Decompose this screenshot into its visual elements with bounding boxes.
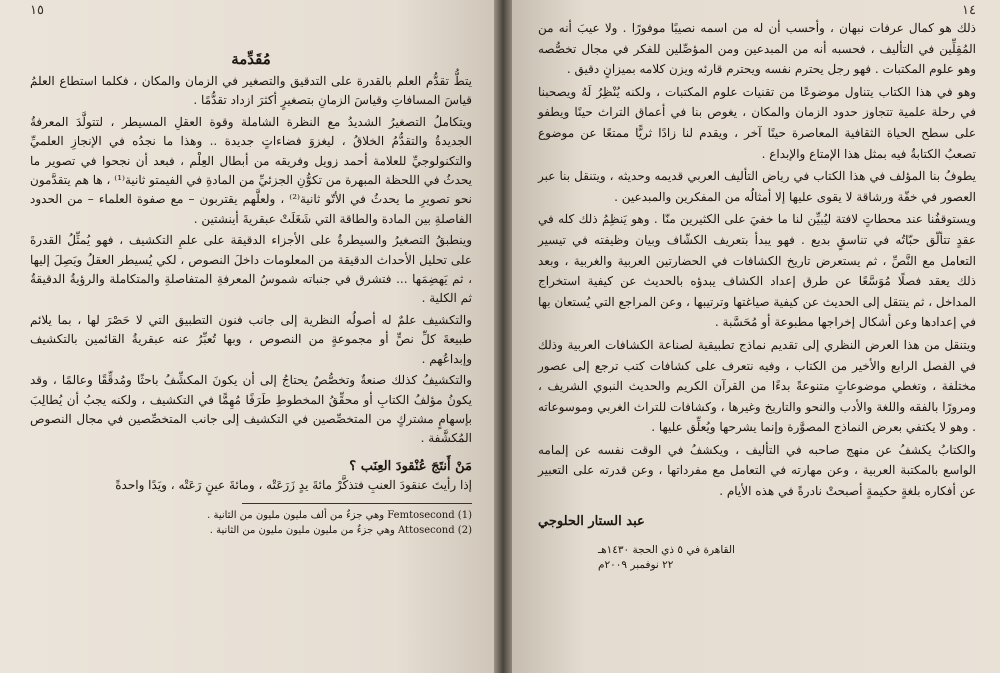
place-date-line: ٢٢ نوفمبر ٢٠٠٩م: [598, 558, 674, 571]
paragraph: يطوفُ بنا المؤلف في هذا الكتاب في رياض التأليف العربي قديمه وحديثه ، ويتنقل بنا عبر العصور في خفّة ورشاقة لا يقوى عليها إلا أمثالُه من المفكرين والمبدعين .: [538, 169, 976, 204]
place-date-line: القاهرة في ٥ ذي الحجة ١٤٣٠هـ: [598, 543, 735, 556]
place-and-date: [538, 543, 976, 573]
page-number: ١٥: [30, 3, 44, 18]
paragraph: والتكشيف علمٌ له أصولُه النظرية إلى جانب فنون التطبيق التي لا حَصْرَ لها ، بما يلائم طبيعةَ كلِّ نصٍّ أو مجموعةٍ من النصوص ، وبها تُعبِّرُ عنه عبقريةُ القائمين بالتكشيف وإبداعُهم .: [30, 312, 472, 366]
left-book-page: [0, 0, 494, 673]
closing-text: [30, 476, 472, 495]
paragraph: إذا رأيتَ عنقودَ العنبِ فتذكَّرْ مائةَ يدٍ زَرَعَتْه ، ومائةَ عينٍ رَعَتْه ، ويَدًا واحدةً: [115, 477, 472, 492]
page-number: ١٤: [962, 3, 976, 18]
introduction-body: [30, 72, 472, 449]
footnote: (1) Femtosecond وهي جزءٌ من ألف مليون مليون من الثانية .: [207, 510, 472, 522]
grape-cluster-subheading: مَنْ أَنتَجَ عُنْقودَ العِنَب ؟: [349, 458, 472, 474]
paragraph: يتطُّ تقدُّم العلم بالقدرة على التدقيق والتصغير في الزمان والمكان ، فكلما استطاع العلمُ قياسَ المسافاتِ وقياسَ الزمانِ بتصغيرٍ أكثرَ ازداد تقدُّمًا .: [30, 74, 472, 108]
paragraph: ويستوقفُنا عند محطاتٍ لافتة ليُبيِّن لنا ما خفيَ على الكثيرين منّا . وهو يَنظِمُ ذلك كله في عقدٍ تتألّق حبّاتُه في تناسقٍ بديع . فهو يبدأ بتعريف الكشّاف وبيان وظيفته في تيسير التعامل مع النَّصِّ ، ثم يستعرض تاريخ الكشافات في الحضارتين العربية والغربية ، وبعد ذلك يعقد فصلًا مُوَسَّعًا عن طرق إعداد الكشاف يبدؤه بالحديث عن كيفية استخراج المداخل ، ثم ينتقل إلى الحديث عن كيفية صياغتها وترتيبها ، وعن المراجع التي يُستعان بها في إعدادها وعن أشكال إخراجها مطبوعة أو مُحَسَّبة .: [538, 212, 976, 330]
paragraph: ذلك هو كمال عرفات نبهان ، وأحسب أن له من اسمه نصيبًا موفورًا . ولا عيبَ أنه من المُقِلِّين في التأليف ، فحسبه أنه من المبدعين ومن المؤصِّلين للفكر في مجال تخصُّصه وهو علوم المكتبات . فهو رجل يحترم نفسه ويحترم قارئه ويزن كلامه بميزانٍ دقيق .: [538, 21, 976, 77]
foreword-body: [538, 18, 976, 502]
introduction-heading: مُقَدِّمة: [231, 50, 271, 68]
footnote-divider: [242, 503, 472, 504]
paragraph: والكتابُ يكشفُ عن منهج صاحبه في التأليف ، ويكشفُ في الوقت نفسه عن إلمامه الواسع بالمكتبة العربية ، وعن مهارته في التعامل مع مفرداتها ، وعن قدرته على التعبير عن أفكاره بلغةٍ حكيمةٍ أصبحتْ نادرةً في هذه الأيام .: [538, 442, 976, 499]
paragraph: والتكشيفُ كذلك صنعةٌ وتخصُّصٌ يحتاجُ إلى أن يكونَ المكشِّفُ باحثًا ومُدقِّقًا وعالمًا ، وقد يكونُ مؤلفُ الكتابِ أو محقِّقُ المخطوطِ طَرَفًا مُهِمًّا في التكشيف ، ولكنه يجبُ أن يُطالِبَ بإسهامٍ مشتركٍ من المتخصِّصين في التكشيف إلى جانب المتخصِّصين في مجال النصوص المُكشَّفة .: [30, 373, 472, 446]
paragraph: ويتنقل من هذا العرض النظري إلى تقديم نماذج تطبيقية لصناعة الكشافات العربية وذلك في الفصل الرابع والأخير من الكتاب ، وفيه نتعرف على كشافات كتب ترجع إلى عصور مختلفة ، وتغطي موضوعاتٍ متنوعةً بدءًا من القرآن الكريم والحديث النبوي الشريف ، ومرورًا بالفقه واللغة والأدب والنحو والتاريخ وغيرها ، وكشافات للتراث الغربي وموسوعاته . وهو لا يكتفي بعرض النماذج المصوَّرة وإنما يشرحها ويُعلِّق عليها .: [538, 337, 976, 435]
paragraph: ويتكاملُ التصغيرُ الشديدُ مع النظرة الشاملة وقوة العقلِ المسيطر ، لتتولَّدَ المعرفةُ الجديدةُ والتقدُّمُ الخلاقُ ، ليغزوَ فضاءاتٍ جديدة .. وهذا ما نجدُه في الإنجازِ العلميِّ والتكنولوجيِّ للعلامة أحمد زويل وفريقه من أبطال العِلْم ، فبعد أن نجحوا في تصوير ما يحدثُ في اللحظة المبهرة من تكوُّنِ الجزئيِّ من المادةِ في الفيمتو ثانية⁽¹⁾ ، ها هم يتقدَّمون نحو تصويرِ ما يحدثُ في الأتّو ثانية⁽²⁾ ، ولعلَّهم يقتربون – مع صفوة العلماء – من الحدود الفاصلةِ بين المادة والطاقة التي شَغَلَتْ عبقريةَ أينشتين .: [30, 114, 473, 226]
footnote: (2) Attosecond وهي جزءٌ من مليون مليون مليون من الثانية .: [209, 525, 472, 537]
paragraph: وينطبقُ التصغيرُ والسيطرةُ على الأجزاء الدقيقة على علمِ التكشيف ، فهو يُمثِّلُ القدرةَ على تحليل الأحداث الدقيقة من المعلومات داخلَ النصوص ، لكي يُسيطر العقلُ ويَصِلَ إليها ، ثم يَهضِمَها ... فتشرق في جنباته شموسُ المعرفةِ المتفاصلةِ والمتكاملة والرؤيةُ الدقيقةُ ثم الكلية .: [30, 233, 472, 306]
paragraph: وهو في هذا الكتاب يتناول موضوعًا من تقنيات علوم المكتبات ، ولكنه يُنْظِرُ لَهُ ويصحبنا في رحلة علمية تتجاوز حدود الزمان والمكان ، يغوص بنا في أعماق التراث حينًا ويطفو على سطح الحياة الثقافية المعاصرة حينًا آخر ، ويقدم لنا زادًا ثريًّا ممتعًا عن موضوع تصعبُ الكتابةُ فيه بمثل هذا الإمتاع والإبداع .: [538, 84, 976, 161]
right-book-page: [512, 0, 1000, 673]
author-signature: عبد الستار الحلوجي: [538, 513, 645, 529]
book-spine-gutter: [494, 0, 512, 673]
